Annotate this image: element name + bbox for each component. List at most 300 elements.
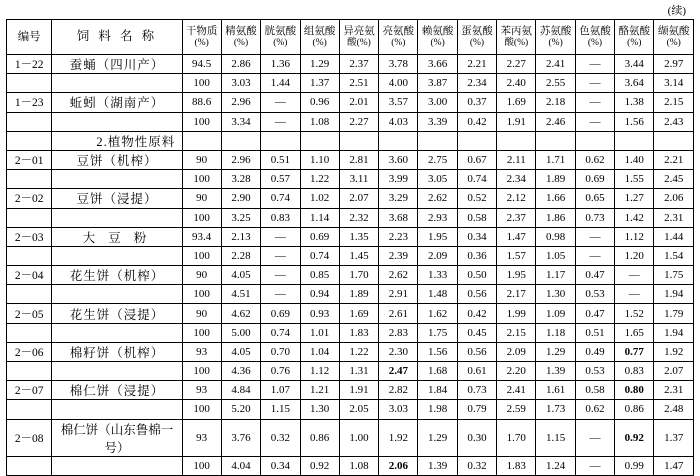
value-cell: 4.36 <box>221 362 260 381</box>
value-cell: 1.00 <box>339 419 378 456</box>
value-cell: 0.42 <box>457 304 496 323</box>
value-cell: 1.07 <box>261 381 300 400</box>
empty-cell <box>654 131 694 150</box>
value-cell: 4.51 <box>221 285 260 304</box>
feed-name <box>52 208 182 227</box>
value-cell: 1.70 <box>497 419 536 456</box>
value-cell: 1.54 <box>654 246 694 265</box>
value-cell: 0.32 <box>261 419 300 456</box>
value-cell: 88.6 <box>182 93 221 112</box>
value-cell: 1.69 <box>339 304 378 323</box>
row-code <box>7 208 52 227</box>
row-code <box>7 285 52 304</box>
value-cell: 1.84 <box>418 381 457 400</box>
value-cell: 1.22 <box>300 170 339 189</box>
value-cell: 1.04 <box>300 342 339 361</box>
empty-cell <box>575 131 614 150</box>
value-cell: 1.01 <box>300 323 339 342</box>
value-cell: 0.47 <box>575 266 614 285</box>
value-cell: 100 <box>182 285 221 304</box>
empty-cell <box>182 131 221 150</box>
value-cell: 1.20 <box>615 246 654 265</box>
value-cell: 0.30 <box>457 419 496 456</box>
value-cell: 1.12 <box>615 227 654 246</box>
table-row <box>7 400 694 419</box>
value-cell: 0.67 <box>457 150 496 169</box>
row-code <box>7 456 52 475</box>
value-cell: — <box>261 227 300 246</box>
row-code: 1－22 <box>7 55 52 74</box>
table-row <box>7 93 694 112</box>
col-header-name: 饲 料 名 称 <box>52 20 182 55</box>
value-cell: 1.89 <box>536 170 575 189</box>
col-header-methionine: 蛋氨酸 (%) <box>457 20 496 55</box>
col-header-leucine: 亮氨酸 (%) <box>379 20 418 55</box>
row-code: 1－23 <box>7 93 52 112</box>
empty-cell <box>536 131 575 150</box>
value-cell: 1.57 <box>497 246 536 265</box>
table-header <box>7 20 694 55</box>
value-cell: 1.44 <box>261 74 300 93</box>
value-cell: 2.09 <box>497 342 536 361</box>
col-header-arginine: 精氨酸 (%) <box>221 20 260 55</box>
value-cell: 90 <box>182 150 221 169</box>
value-cell: 1.33 <box>418 266 457 285</box>
table-row <box>7 266 694 285</box>
value-cell: — <box>575 55 614 74</box>
value-cell: 1.95 <box>497 266 536 285</box>
feed-name <box>52 400 182 419</box>
empty-cell <box>221 131 260 150</box>
value-cell: 2.27 <box>497 55 536 74</box>
value-cell: 2.81 <box>339 150 378 169</box>
value-cell: — <box>615 285 654 304</box>
col-header-tyrosine: 酪氨酸 (%) <box>615 20 654 55</box>
empty-cell <box>339 131 378 150</box>
value-cell: 2.46 <box>536 112 575 131</box>
value-cell: 2.51 <box>339 74 378 93</box>
row-code <box>7 170 52 189</box>
value-cell: 1.92 <box>379 419 418 456</box>
value-cell: 0.69 <box>300 227 339 246</box>
value-cell: 1.98 <box>418 400 457 419</box>
value-cell: 0.56 <box>457 285 496 304</box>
value-cell: 0.80 <box>615 381 654 400</box>
col-header-cystine: 胱氨酸 (%) <box>261 20 300 55</box>
value-cell: 2.43 <box>654 112 694 131</box>
feed-name: 花生饼（浸提） <box>52 304 182 323</box>
value-cell: 100 <box>182 112 221 131</box>
table-row <box>7 342 694 361</box>
value-cell: 3.60 <box>379 150 418 169</box>
value-cell: 0.86 <box>615 400 654 419</box>
value-cell: 0.93 <box>300 304 339 323</box>
value-cell: 0.47 <box>575 304 614 323</box>
table-row <box>7 304 694 323</box>
value-cell: 0.53 <box>575 285 614 304</box>
value-cell: 1.94 <box>654 285 694 304</box>
value-cell: 90 <box>182 266 221 285</box>
value-cell: 1.95 <box>418 227 457 246</box>
value-cell: 2.90 <box>221 189 260 208</box>
row-code: 2－05 <box>7 304 52 323</box>
value-cell: 1.56 <box>418 342 457 361</box>
empty-cell <box>300 131 339 150</box>
value-cell: 2.97 <box>654 55 694 74</box>
value-cell: 2.18 <box>536 93 575 112</box>
value-cell: 2.93 <box>418 208 457 227</box>
value-cell: 1.52 <box>615 304 654 323</box>
value-cell: — <box>261 93 300 112</box>
feed-name: 棉仁饼（浸提） <box>52 381 182 400</box>
table-body <box>7 55 694 476</box>
value-cell: 0.83 <box>261 208 300 227</box>
value-cell: 1.15 <box>536 419 575 456</box>
row-code: 2－02 <box>7 189 52 208</box>
value-cell: 1.86 <box>536 208 575 227</box>
value-cell: 3.68 <box>379 208 418 227</box>
value-cell: 1.29 <box>300 55 339 74</box>
value-cell: 2.82 <box>379 381 418 400</box>
value-cell: 0.49 <box>575 342 614 361</box>
value-cell: 0.37 <box>457 93 496 112</box>
value-cell: 1.56 <box>615 112 654 131</box>
value-cell: 0.98 <box>536 227 575 246</box>
value-cell: 0.34 <box>457 227 496 246</box>
value-cell: 3.03 <box>221 74 260 93</box>
value-cell: 3.00 <box>418 93 457 112</box>
table-row <box>7 285 694 304</box>
feed-name <box>52 323 182 342</box>
value-cell: 1.05 <box>536 246 575 265</box>
value-cell: 2.34 <box>497 170 536 189</box>
value-cell: 2.86 <box>221 55 260 74</box>
value-cell: 0.62 <box>575 400 614 419</box>
value-cell: 2.37 <box>339 55 378 74</box>
value-cell: 3.03 <box>379 400 418 419</box>
col-header-no: 编号 <box>7 20 52 55</box>
value-cell: 0.50 <box>457 266 496 285</box>
value-cell: 1.44 <box>654 227 694 246</box>
value-cell: 1.02 <box>300 189 339 208</box>
value-cell: 0.34 <box>261 456 300 475</box>
value-cell: 1.15 <box>261 400 300 419</box>
value-cell: 1.71 <box>536 150 575 169</box>
value-cell: — <box>575 74 614 93</box>
value-cell: 1.92 <box>654 342 694 361</box>
empty-cell <box>261 131 300 150</box>
value-cell: 0.61 <box>457 362 496 381</box>
value-cell: 1.08 <box>339 456 378 475</box>
value-cell: 0.73 <box>575 208 614 227</box>
value-cell: 2.30 <box>379 342 418 361</box>
value-cell: 1.83 <box>339 323 378 342</box>
row-code <box>7 74 52 93</box>
value-cell: 1.47 <box>497 227 536 246</box>
value-cell: 1.21 <box>300 381 339 400</box>
value-cell: 100 <box>182 74 221 93</box>
value-cell: 1.62 <box>418 304 457 323</box>
value-cell: — <box>575 227 614 246</box>
value-cell: 90 <box>182 304 221 323</box>
empty-cell <box>418 131 457 150</box>
value-cell: 0.92 <box>615 419 654 456</box>
value-cell: 1.22 <box>339 342 378 361</box>
value-cell: 3.64 <box>615 74 654 93</box>
value-cell: 1.42 <box>615 208 654 227</box>
feed-name <box>52 285 182 304</box>
value-cell: 0.53 <box>575 362 614 381</box>
value-cell: 100 <box>182 246 221 265</box>
value-cell: 0.51 <box>575 323 614 342</box>
value-cell: 1.37 <box>300 74 339 93</box>
value-cell: — <box>575 456 614 475</box>
empty-cell <box>615 131 654 150</box>
value-cell: 0.76 <box>261 362 300 381</box>
value-cell: 1.08 <box>300 112 339 131</box>
col-header-isoleucine: 异亮氨 酸(%) <box>339 20 378 55</box>
value-cell: 1.14 <box>300 208 339 227</box>
value-cell: 4.00 <box>379 74 418 93</box>
value-cell: 0.32 <box>457 456 496 475</box>
value-cell: 100 <box>182 362 221 381</box>
value-cell: 1.61 <box>536 381 575 400</box>
feed-name: 花生饼（机榨） <box>52 266 182 285</box>
value-cell: 0.62 <box>575 150 614 169</box>
value-cell: — <box>575 419 614 456</box>
value-cell: 4.62 <box>221 304 260 323</box>
value-cell: 2.07 <box>654 362 694 381</box>
value-cell: 1.24 <box>536 456 575 475</box>
value-cell: 1.48 <box>418 285 457 304</box>
table-row <box>7 456 694 475</box>
feed-name: 蚕蛹（四川产） <box>52 55 182 74</box>
table-row <box>7 381 694 400</box>
value-cell: 2.21 <box>457 55 496 74</box>
value-cell: 1.69 <box>497 93 536 112</box>
value-cell: 2.01 <box>339 93 378 112</box>
value-cell: 1.12 <box>300 362 339 381</box>
row-code: 2－06 <box>7 342 52 361</box>
table-row <box>7 227 694 246</box>
empty-cell <box>379 131 418 150</box>
row-code: 2－01 <box>7 150 52 169</box>
feed-name: 蚯蚓（湖南产） <box>52 93 182 112</box>
table-row <box>7 323 694 342</box>
value-cell: 3.14 <box>654 74 694 93</box>
value-cell: 2.83 <box>379 323 418 342</box>
value-cell: 1.35 <box>339 227 378 246</box>
value-cell: 2.91 <box>379 285 418 304</box>
row-code: 2－03 <box>7 227 52 246</box>
value-cell: 5.20 <box>221 400 260 419</box>
value-cell: 2.12 <box>497 189 536 208</box>
value-cell: 0.99 <box>615 456 654 475</box>
col-header-lysine: 赖氨酸 (%) <box>418 20 457 55</box>
value-cell: 2.62 <box>418 189 457 208</box>
value-cell: 2.37 <box>497 208 536 227</box>
col-header-histidine: 组氨酸 (%) <box>300 20 339 55</box>
value-cell: 1.55 <box>615 170 654 189</box>
value-cell: 3.34 <box>221 112 260 131</box>
value-cell: 0.42 <box>457 112 496 131</box>
value-cell: 0.57 <box>261 170 300 189</box>
value-cell: 4.84 <box>221 381 260 400</box>
value-cell: 2.28 <box>221 246 260 265</box>
value-cell: 1.45 <box>339 246 378 265</box>
value-cell: 3.87 <box>418 74 457 93</box>
value-cell: 1.10 <box>300 150 339 169</box>
value-cell: 2.41 <box>497 381 536 400</box>
value-cell: 1.47 <box>654 456 694 475</box>
value-cell: 2.06 <box>379 456 418 475</box>
value-cell: 1.38 <box>615 93 654 112</box>
value-cell: 2.75 <box>418 150 457 169</box>
value-cell: 2.41 <box>536 55 575 74</box>
row-code <box>7 131 52 150</box>
value-cell: 2.48 <box>654 400 694 419</box>
value-cell: 0.56 <box>457 342 496 361</box>
value-cell: 3.05 <box>418 170 457 189</box>
value-cell: 1.09 <box>536 304 575 323</box>
row-code <box>7 400 52 419</box>
value-cell: 1.91 <box>497 112 536 131</box>
value-cell: 1.68 <box>418 362 457 381</box>
value-cell: 1.30 <box>536 285 575 304</box>
value-cell: 2.39 <box>379 246 418 265</box>
col-header-valine: 缬氨酸 (%) <box>654 20 694 55</box>
value-cell: 1.70 <box>339 266 378 285</box>
empty-cell <box>457 131 496 150</box>
value-cell: 2.13 <box>221 227 260 246</box>
value-cell: 1.29 <box>536 342 575 361</box>
value-cell: 2.47 <box>379 362 418 381</box>
value-cell: 1.27 <box>615 189 654 208</box>
header-row <box>7 20 694 55</box>
value-cell: 2.07 <box>339 189 378 208</box>
value-cell: 1.73 <box>536 400 575 419</box>
value-cell: 94.5 <box>182 55 221 74</box>
value-cell: 2.34 <box>457 74 496 93</box>
feed-name <box>52 74 182 93</box>
value-cell: 3.44 <box>615 55 654 74</box>
value-cell: 3.78 <box>379 55 418 74</box>
value-cell: 0.74 <box>457 170 496 189</box>
value-cell: 1.83 <box>497 456 536 475</box>
table-row <box>7 246 694 265</box>
value-cell: 1.30 <box>300 400 339 419</box>
value-cell: 2.40 <box>497 74 536 93</box>
table-row <box>7 208 694 227</box>
value-cell: 2.31 <box>654 381 694 400</box>
table-row <box>7 189 694 208</box>
feed-name <box>52 456 182 475</box>
feed-name: 豆饼（浸提） <box>52 189 182 208</box>
value-cell: 4.05 <box>221 266 260 285</box>
value-cell: 0.74 <box>261 323 300 342</box>
feed-name: 棉籽饼（机榨） <box>52 342 182 361</box>
value-cell: 0.45 <box>457 323 496 342</box>
feed-name <box>52 362 182 381</box>
feed-name: 棉仁饼（山东鲁棉一号） <box>52 419 182 456</box>
value-cell: 3.57 <box>379 93 418 112</box>
value-cell: 0.70 <box>261 342 300 361</box>
row-code <box>7 246 52 265</box>
table-row <box>7 112 694 131</box>
value-cell: 0.58 <box>457 208 496 227</box>
row-code: 2－07 <box>7 381 52 400</box>
value-cell: — <box>575 246 614 265</box>
table-row <box>7 74 694 93</box>
feed-amino-acid-table <box>6 19 694 476</box>
table-row <box>7 362 694 381</box>
value-cell: 0.36 <box>457 246 496 265</box>
value-cell: 0.74 <box>261 189 300 208</box>
value-cell: 93 <box>182 381 221 400</box>
value-cell: 3.29 <box>379 189 418 208</box>
value-cell: 1.29 <box>418 419 457 456</box>
value-cell: 3.76 <box>221 419 260 456</box>
col-header-tryptophan: 色氨酸 (%) <box>575 20 614 55</box>
col-header-dry-matter: 干物质 (%) <box>182 20 221 55</box>
value-cell: 2.62 <box>379 266 418 285</box>
value-cell: — <box>261 246 300 265</box>
col-header-threonine: 苏氨酸 (%) <box>536 20 575 55</box>
value-cell: 0.83 <box>615 362 654 381</box>
value-cell: 0.85 <box>300 266 339 285</box>
feed-name <box>52 112 182 131</box>
value-cell: 100 <box>182 170 221 189</box>
value-cell: 3.99 <box>379 170 418 189</box>
value-cell: 2.32 <box>339 208 378 227</box>
table-row <box>7 150 694 169</box>
value-cell: 3.66 <box>418 55 457 74</box>
value-cell: 3.39 <box>418 112 457 131</box>
value-cell: 0.86 <box>300 419 339 456</box>
feed-name: 2.植物性原料 <box>52 131 182 150</box>
value-cell: 5.00 <box>221 323 260 342</box>
value-cell: 2.55 <box>536 74 575 93</box>
value-cell: — <box>615 266 654 285</box>
value-cell: 0.69 <box>261 304 300 323</box>
value-cell: 0.58 <box>575 381 614 400</box>
value-cell: 2.23 <box>379 227 418 246</box>
value-cell: 1.65 <box>615 323 654 342</box>
value-cell: 0.96 <box>300 93 339 112</box>
value-cell: 100 <box>182 400 221 419</box>
value-cell: 2.45 <box>654 170 694 189</box>
value-cell: 0.69 <box>575 170 614 189</box>
feed-name <box>52 246 182 265</box>
value-cell: 2.61 <box>379 304 418 323</box>
table-row <box>7 131 694 150</box>
value-cell: 2.11 <box>497 150 536 169</box>
row-code <box>7 323 52 342</box>
value-cell: 0.52 <box>457 189 496 208</box>
value-cell: 1.39 <box>418 456 457 475</box>
value-cell: — <box>261 112 300 131</box>
value-cell: 100 <box>182 208 221 227</box>
value-cell: 2.15 <box>497 323 536 342</box>
value-cell: 2.15 <box>654 93 694 112</box>
value-cell: 2.09 <box>418 246 457 265</box>
feed-name <box>52 170 182 189</box>
value-cell: 1.39 <box>536 362 575 381</box>
value-cell: 2.20 <box>497 362 536 381</box>
col-header-phenylalanine: 苯丙氨 酸(%) <box>497 20 536 55</box>
value-cell: 3.11 <box>339 170 378 189</box>
value-cell: 1.40 <box>615 150 654 169</box>
